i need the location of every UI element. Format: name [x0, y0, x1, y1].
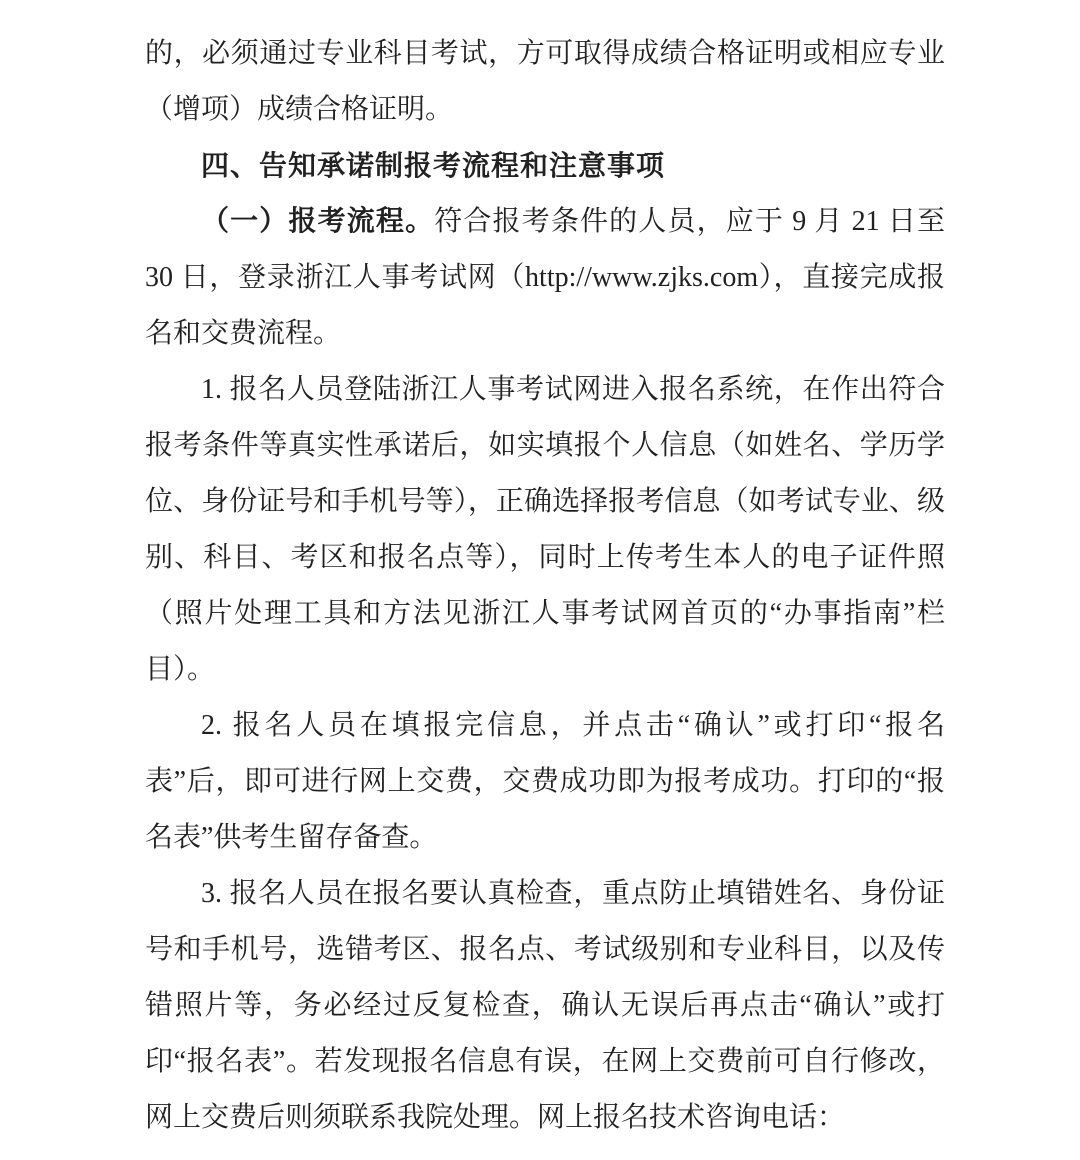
section-heading-text: 四、告知承诺制报考流程和注意事项 [201, 150, 666, 181]
paragraph-text: ），直接完成报名和交费流程。 [145, 262, 945, 349]
paragraph-text: 3. 报名人员在报名要认真检查，重点防止填错姓名、身份证号和手机号，选错考区、报名点、考试级别和专业科目，以及传错照片等，务必经过反复检查，确认无误后再点击“确认”或打印“报名表”。若发现报名信息有误，在网上交费前可自行修改，网上交费后则须联系我院处理。网上报名技术咨询电话： [145, 878, 945, 1133]
zjks-url-text: http://www.zjks.com [525, 262, 759, 293]
registration-process-label: （一）报考流程。 [201, 206, 435, 237]
paragraph-score-certificate-continuation [145, 26, 945, 138]
section-heading-four [145, 138, 945, 194]
paragraph-step-2-confirm-pay [145, 698, 945, 866]
paragraph-registration-process [145, 194, 945, 362]
paragraph-text: 2. 报名人员在填报完信息，并点击“确认”或打印“报名表”后，即可进行网上交费，交费成功即为报考成功。打印的“报名表”供考生留存备查。 [145, 710, 945, 853]
paragraph-text: 符合报考条件的人员，应于 9 月 21 日至 30 日，登录浙江人事考试网（ [145, 206, 945, 293]
paragraph-text: 1. 报名人员登陆浙江人事考试网进入报名系统，在作出符合报考条件等真实性承诺后，如实填报个人信息（如姓名、学历学位、身份证号和手机号等），正确选择报考信息（如考试专业、级别、科目、考区和报名点等），同时上传考生本人的电子证件照（照片处理工具和方法见浙江人事考试网首页的“办事指南”栏目）。 [145, 374, 945, 685]
paragraph-text: 的，必须通过专业科目考试，方可取得成绩合格证明或相应专业（增项）成绩合格证明。 [145, 38, 945, 125]
paragraph-step-1-fill-info [145, 362, 945, 698]
paragraph-step-3-check-info [145, 866, 945, 1146]
